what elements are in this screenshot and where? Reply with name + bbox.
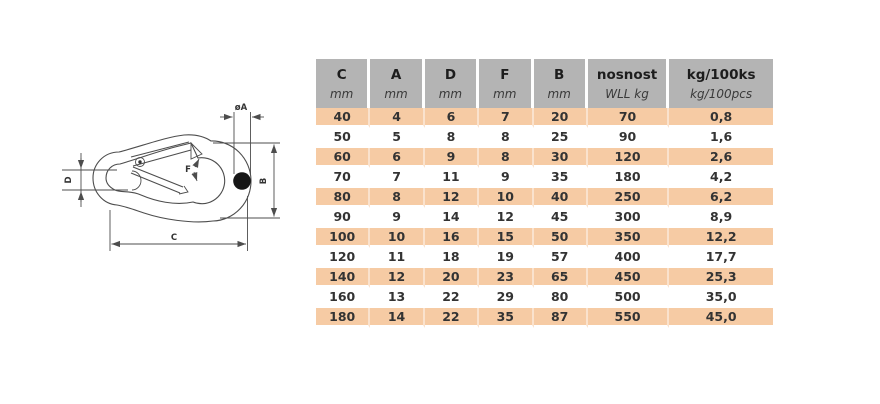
table-cell: 14 — [370, 308, 424, 328]
table-row — [316, 228, 773, 248]
spec-table-body — [316, 108, 773, 328]
table-row — [316, 188, 773, 208]
table-cell: 90 — [316, 208, 370, 228]
table-cell: 45 — [534, 208, 588, 228]
column-unit: kg/100pcs — [690, 86, 753, 101]
table-cell: 10 — [479, 188, 533, 208]
table-cell: 13 — [370, 288, 424, 308]
table-row — [316, 308, 773, 328]
table-cell: 120 — [588, 148, 669, 168]
table-cell: 45,0 — [669, 308, 773, 328]
table-cell: 35 — [534, 168, 588, 188]
table-cell: 250 — [588, 188, 669, 208]
table-cell: 57 — [534, 248, 588, 268]
table-cell: 550 — [588, 308, 669, 328]
table-cell: 20 — [534, 108, 588, 128]
table-cell: 500 — [588, 288, 669, 308]
column-unit: mm — [329, 86, 354, 101]
dimension-f-label: F — [185, 165, 191, 175]
spec-table — [316, 59, 773, 328]
table-cell: 40 — [534, 188, 588, 208]
table-cell: 2,6 — [669, 148, 773, 168]
table-cell: 19 — [479, 248, 533, 268]
table-cell: 12 — [370, 268, 424, 288]
carabiner-technical-drawing — [50, 93, 300, 265]
table-cell: 50 — [316, 128, 370, 148]
table-cell: 35,0 — [669, 288, 773, 308]
table-row — [316, 168, 773, 188]
table-row — [316, 208, 773, 228]
table-cell: 14 — [425, 208, 479, 228]
table-cell: 7 — [370, 168, 424, 188]
table-cell: 80 — [534, 288, 588, 308]
table-cell: 23 — [479, 268, 533, 288]
dimension-c — [110, 196, 248, 251]
column-header — [425, 59, 479, 108]
spring-arm — [131, 167, 188, 194]
table-cell: 160 — [316, 288, 370, 308]
table-cell: 25,3 — [669, 268, 773, 288]
table-row — [316, 268, 773, 288]
table-cell: 40 — [316, 108, 370, 128]
table-cell: 11 — [425, 168, 479, 188]
table-cell: 12 — [425, 188, 479, 208]
table-cell: 11 — [370, 248, 424, 268]
table-header-row — [316, 59, 773, 108]
table-cell: 8 — [370, 188, 424, 208]
table-cell: 180 — [588, 168, 669, 188]
table-cell: 17,7 — [669, 248, 773, 268]
table-cell: 8,9 — [669, 208, 773, 228]
column-unit: mm — [384, 86, 408, 101]
dimension-d-label: D — [64, 176, 74, 184]
table-cell: 8 — [425, 128, 479, 148]
column-label: C — [336, 66, 347, 83]
hook-frame-outline — [93, 135, 251, 222]
table-cell: 9 — [425, 148, 479, 168]
table-cell: 6 — [370, 148, 424, 168]
table-cell: 25 — [534, 128, 588, 148]
table-row — [316, 148, 773, 168]
table-cell: 4 — [370, 108, 424, 128]
carabiner-drawing-svg — [50, 93, 300, 265]
table-cell: 9 — [370, 208, 424, 228]
dimension-f — [185, 159, 199, 181]
table-row — [316, 108, 773, 128]
table-cell: 22 — [425, 288, 479, 308]
table-cell: 65 — [534, 268, 588, 288]
dimension-d — [62, 153, 128, 207]
table-cell: 70 — [588, 108, 669, 128]
column-unit: mm — [438, 86, 463, 101]
table-cell: 12,2 — [669, 228, 773, 248]
spec-table-head — [316, 59, 773, 108]
column-unit: WLL kg — [605, 86, 649, 101]
column-header — [534, 59, 588, 108]
table-cell: 29 — [479, 288, 533, 308]
table-cell: 12 — [479, 208, 533, 228]
table-cell: 70 — [316, 168, 370, 188]
table-cell: 6 — [425, 108, 479, 128]
table-cell: 300 — [588, 208, 669, 228]
table-cell: 180 — [316, 308, 370, 328]
table-cell: 6,2 — [669, 188, 773, 208]
table-cell: 350 — [588, 228, 669, 248]
table-cell: 18 — [425, 248, 479, 268]
table-cell: 8 — [479, 148, 533, 168]
dimension-a — [220, 103, 264, 174]
table-row — [316, 248, 773, 268]
dimension-a-label: øA — [234, 103, 248, 113]
table-cell: 22 — [425, 308, 479, 328]
table-cell: 90 — [588, 128, 669, 148]
column-label: B — [554, 66, 565, 83]
table-cell: 8 — [479, 128, 533, 148]
wire-cross-section-dot — [233, 172, 251, 190]
column-unit: mm — [547, 86, 571, 101]
column-label: D — [444, 66, 457, 83]
column-header — [669, 59, 773, 108]
column-label: nosnost — [596, 66, 658, 83]
table-cell: 120 — [316, 248, 370, 268]
pivot-rivet — [136, 158, 145, 167]
table-cell: 9 — [479, 168, 533, 188]
table-cell: 4,2 — [669, 168, 773, 188]
table-row — [316, 128, 773, 148]
column-header — [479, 59, 533, 108]
table-cell: 35 — [479, 308, 533, 328]
column-unit: mm — [493, 86, 517, 101]
table-cell: 50 — [534, 228, 588, 248]
table-cell: 140 — [316, 268, 370, 288]
table-cell: 400 — [588, 248, 669, 268]
table-cell: 15 — [479, 228, 533, 248]
table-row — [316, 288, 773, 308]
table-cell: 450 — [588, 268, 669, 288]
column-header — [316, 59, 370, 108]
table-cell: 80 — [316, 188, 370, 208]
table-cell: 16 — [425, 228, 479, 248]
table-cell: 7 — [479, 108, 533, 128]
table-cell: 1,6 — [669, 128, 773, 148]
column-header — [588, 59, 669, 108]
table-cell: 60 — [316, 148, 370, 168]
table-cell: 30 — [534, 148, 588, 168]
column-header — [370, 59, 424, 108]
column-label: kg/100ks — [686, 66, 756, 83]
table-cell: 0,8 — [669, 108, 773, 128]
dimension-b-label: B — [259, 177, 269, 185]
dimension-c-label: C — [170, 233, 178, 243]
column-label: F — [500, 66, 510, 83]
table-cell: 5 — [370, 128, 424, 148]
table-cell: 100 — [316, 228, 370, 248]
table-cell: 87 — [534, 308, 588, 328]
table-cell: 20 — [425, 268, 479, 288]
table-cell: 10 — [370, 228, 424, 248]
column-label: A — [390, 66, 402, 83]
